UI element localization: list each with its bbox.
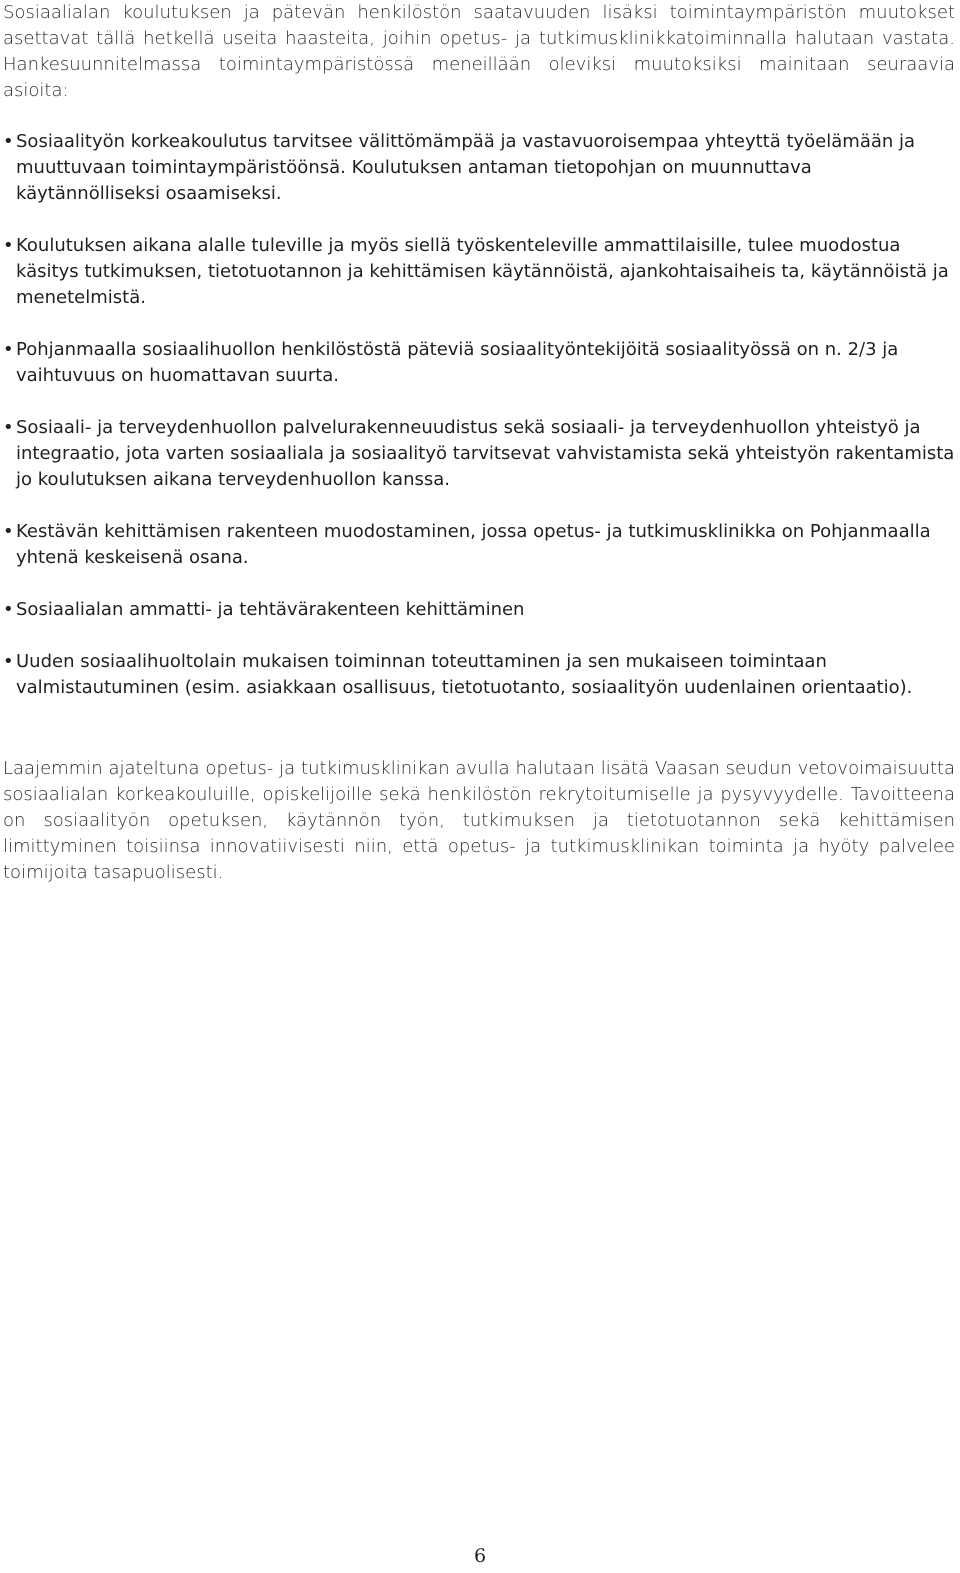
list-item-text: Uuden sosiaalihuoltolain mukaisen toiminnan toteuttaminen ja sen mukaiseen toimintaan valmistautuminen (esim. asiakkaan osallisuus, tietotuotanto, sosiaalityön uudenlainen orientaatio). bbox=[16, 651, 913, 698]
list-item bbox=[3, 337, 955, 389]
list-item bbox=[3, 649, 955, 701]
closing-paragraph: Laajemmin ajateltuna opetus- ja tutkimusklinikan avulla halutaan lisätä Vaasan seudun vetovoimaisuutta sosiaalialan korkeakouluille, opiskelijoille sekä henkilöstön rekrytoitumiselle ja pysyvyydelle. Tavoitteena on sosiaalityön opetuksen, käytännön työn, tutkimuksen ja tietotuotannon sekä kehittämisen limittyminen toisiinsa innovatiivisesti niin, että opetus- ja tutkimusklinikan toiminta ja hyöty palvelee toimijoita tasapuolisesti. bbox=[3, 758, 955, 883]
bullet-icon: • bbox=[3, 339, 14, 360]
page-number: 6 bbox=[473, 1545, 487, 1567]
list-item-text: Sosiaalialan ammatti- ja tehtävärakenteen kehittäminen bbox=[16, 599, 525, 620]
bullet-icon: • bbox=[3, 599, 14, 620]
bullet-icon: • bbox=[3, 521, 14, 542]
bullet-icon: • bbox=[3, 131, 14, 152]
list-item bbox=[3, 129, 955, 207]
list-item bbox=[3, 233, 955, 311]
list-item bbox=[3, 519, 955, 571]
list-item-text: Sosiaalityön korkeakoulutus tarvitsee välittömämpää ja vastavuoroisempaa yhteyttä työelämään ja muuttuvaan toimintaympäristöönsä. Koulutuksen antaman tietopohjan on muunnuttava käytännölliseksi osaamiseksi. bbox=[16, 131, 916, 204]
bullet-icon: • bbox=[3, 235, 14, 256]
list-item bbox=[3, 415, 955, 493]
intro-paragraph: Sosiaalialan koulutuksen ja pätevän henkilöstön saatavuuden lisäksi toimintaympäristön muutokset asettavat tällä hetkellä useita haasteita, joihin opetus- ja tutkimusklinikkatoiminnalla halutaan vastata. Hankesuunnitelmassa toimintaympäristössä meneillään oleviksi muutoksiksi mainitaan seuraavia asioita: bbox=[3, 2, 955, 101]
bullet-list bbox=[3, 129, 955, 727]
list-item-text: Pohjanmaalla sosiaalihuollon henkilöstöstä päteviä sosiaalityöntekijöitä sosiaalityössä on n. 2/3 ja vaihtuvuus on huomattavan suurta. bbox=[16, 339, 899, 386]
list-item-text: Kestävän kehittämisen rakenteen muodostaminen, jossa opetus- ja tutkimusklinikka on Pohjanmaalla yhtenä keskeisenä osana. bbox=[16, 521, 931, 568]
list-item-text: Koulutuksen aikana alalle tuleville ja myös siellä työskenteleville ammattilaisille, tulee muodostua käsitys tutkimuksen, tietotuotannon ja kehittämisen käytännöistä, ajankohtaisaiheis ta, käytännöistä ja menetelmistä. bbox=[16, 235, 949, 308]
list-item bbox=[3, 597, 955, 623]
list-item-text: Sosiaali- ja terveydenhuollon palvelurakenneuudistus sekä sosiaali- ja terveydenhuollon yhteistyö ja integraatio, jota varten sosiaaliala ja sosiaalityö tarvitsevat vahvistamista sekä yhteistyön rakentamista jo koulutuksen aikana terveydenhuollon kanssa. bbox=[16, 417, 955, 490]
bullet-icon: • bbox=[3, 417, 14, 438]
bullet-icon: • bbox=[3, 651, 14, 672]
